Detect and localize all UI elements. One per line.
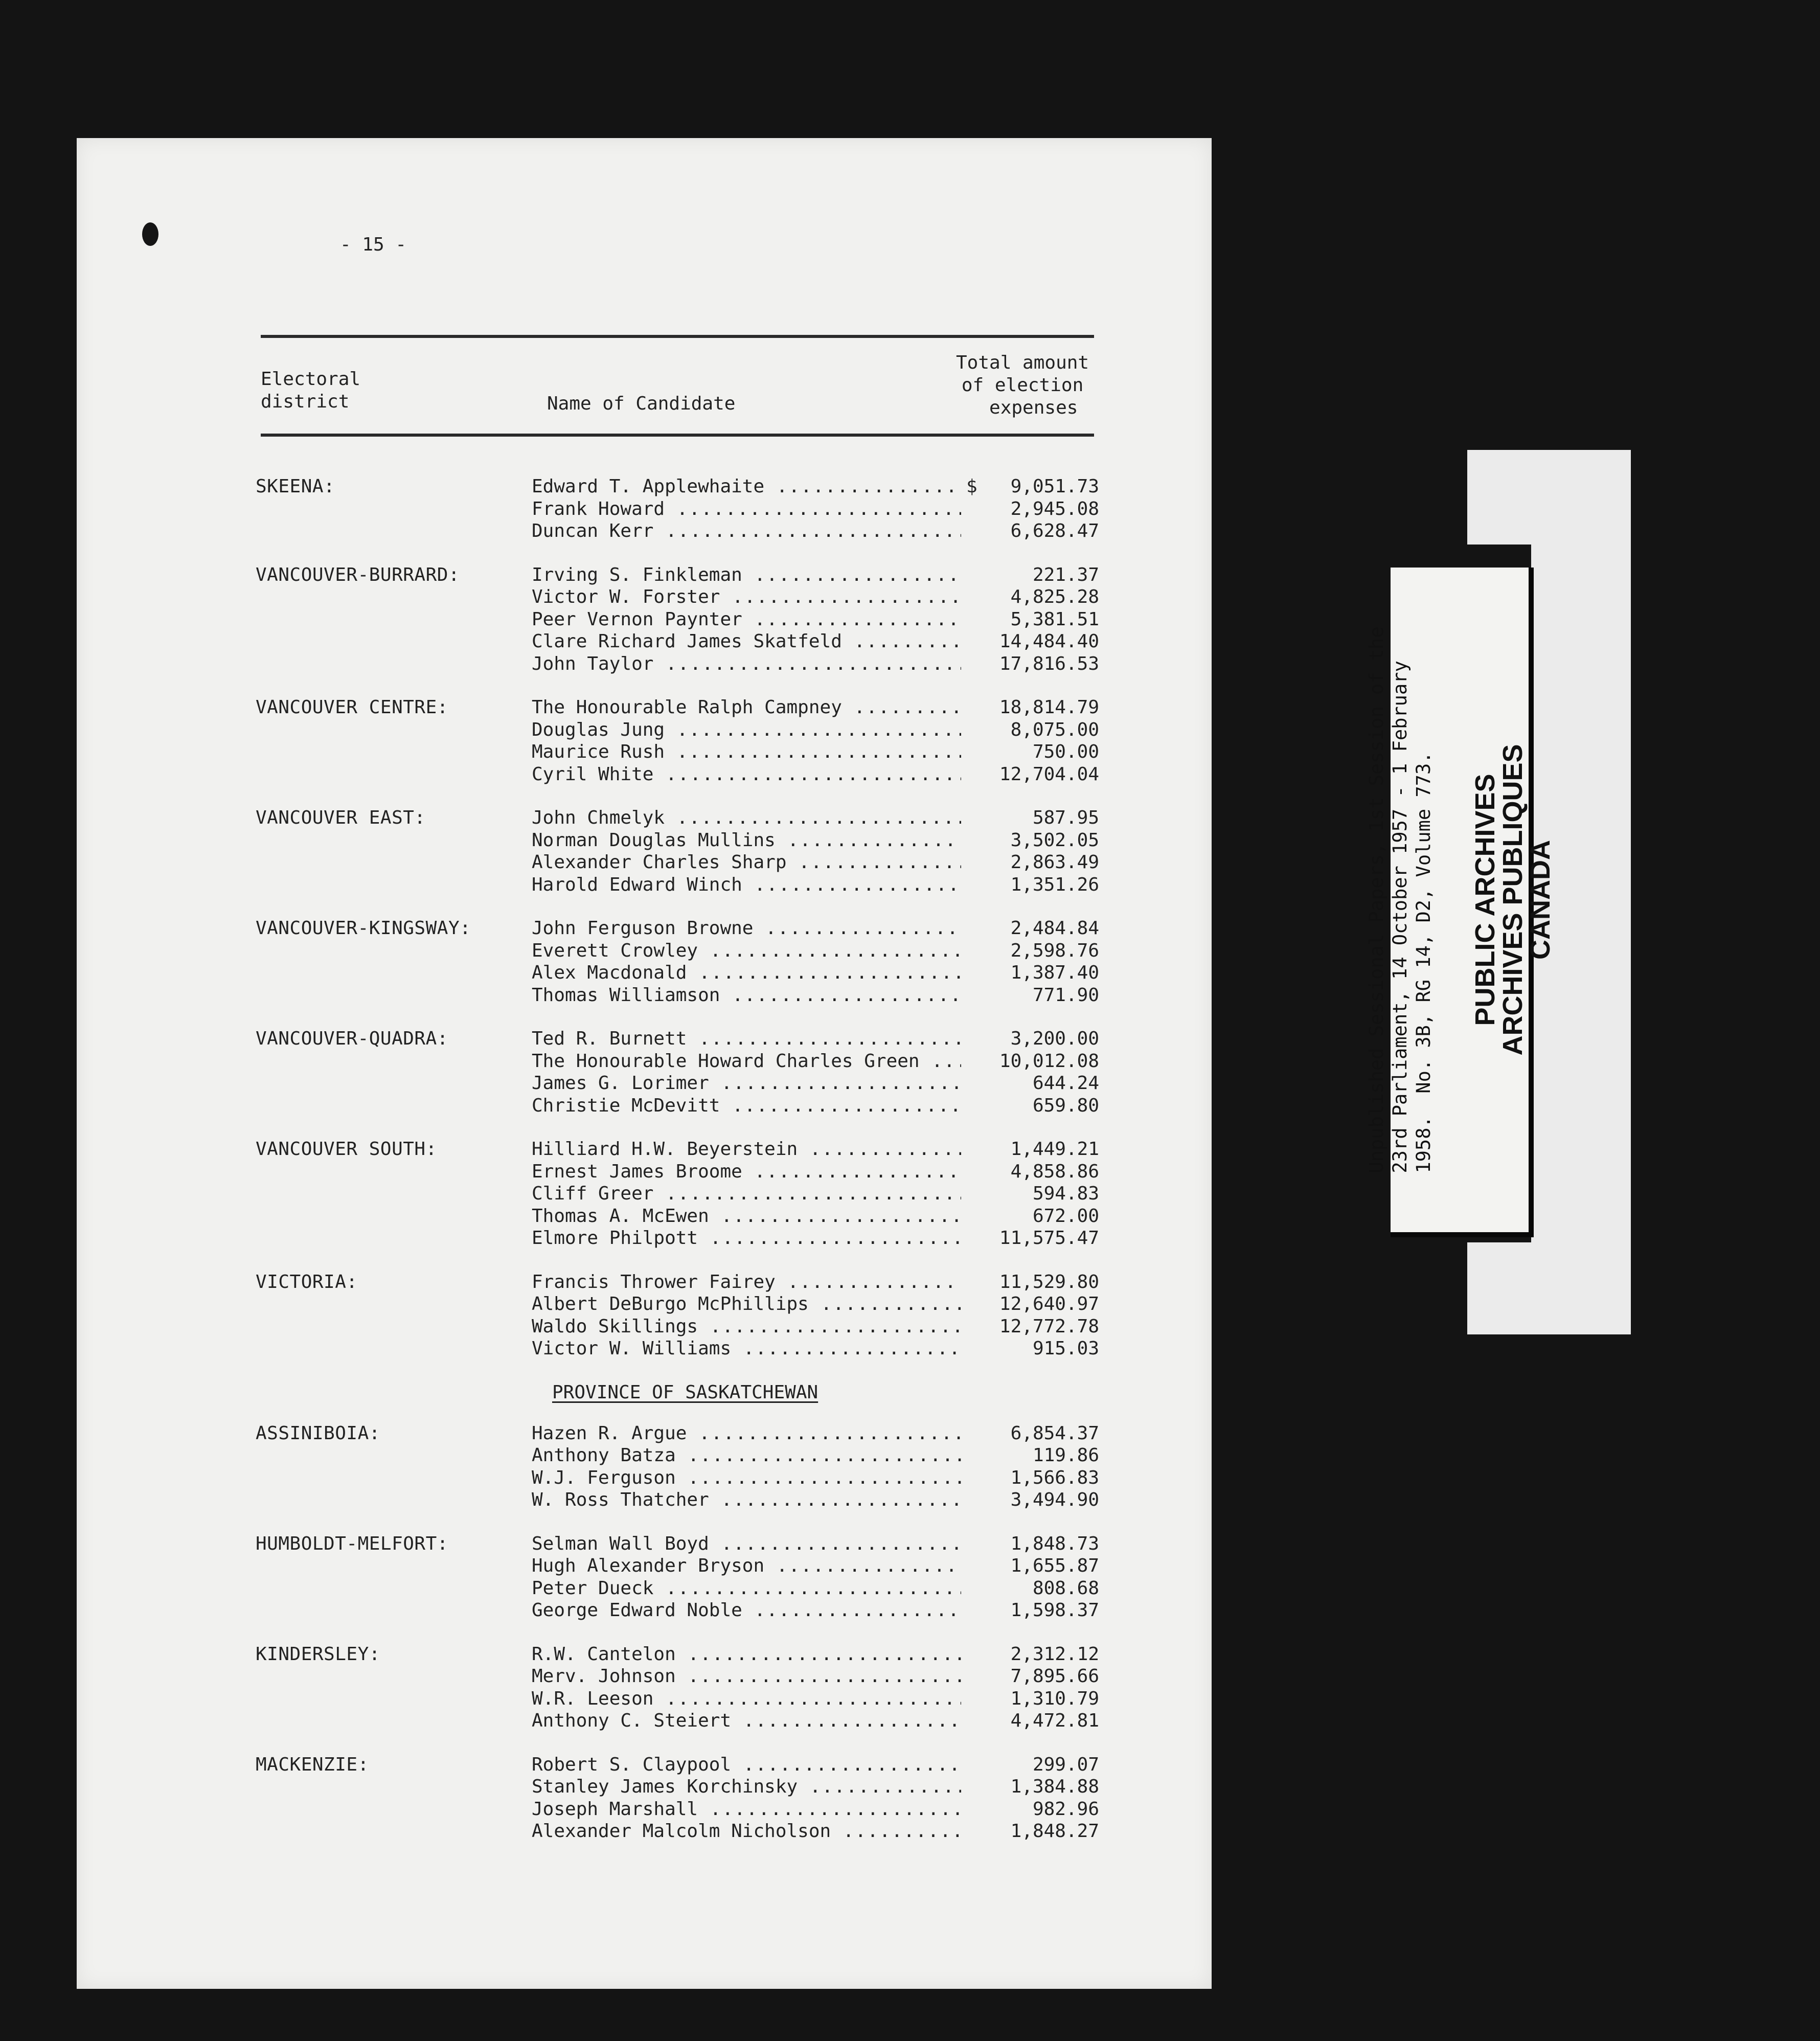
district-group xyxy=(256,1028,1099,1117)
candidate-row xyxy=(532,1316,1099,1338)
district-group xyxy=(256,1138,1099,1250)
candidate-name: John Ferguson Browne ..... xyxy=(532,917,961,940)
candidate-name: Robert S. Claypool ..... xyxy=(532,1754,961,1776)
expense-amount: 1,449.21 xyxy=(1010,1139,1099,1160)
expense-amount: 221.37 xyxy=(1032,564,1099,585)
candidate-name: Edward T. Applewhaite ..... xyxy=(532,475,961,498)
expense-amount: 1,566.83 xyxy=(1010,1467,1099,1488)
candidate-row xyxy=(532,1776,1099,1798)
district-name: VICTORIA: xyxy=(256,1271,358,1292)
candidate-name: Norman Douglas Mullins ..... xyxy=(532,829,961,852)
expense-amount: 4,472.81 xyxy=(1010,1710,1099,1731)
candidate-name: W.J. Ferguson ..... xyxy=(532,1467,961,1489)
candidate-name: Thomas A. McEwen ..... xyxy=(532,1205,961,1228)
candidate-name: Christie McDevitt ..... xyxy=(532,1095,961,1117)
document-page xyxy=(77,138,1212,1989)
candidate-name: Hugh Alexander Bryson ..... xyxy=(532,1555,961,1577)
candidate-name: W.R. Leeson ..... xyxy=(532,1688,961,1710)
candidate-row xyxy=(532,1643,1099,1666)
expense-amount: 299.07 xyxy=(1032,1754,1099,1775)
district-group xyxy=(256,1422,1099,1511)
district-name: VANCOUVER-KINGSWAY: xyxy=(256,918,471,939)
candidate-name: Harold Edward Winch ..... xyxy=(532,874,961,896)
district-name: VANCOUVER EAST: xyxy=(256,807,426,828)
candidate-row xyxy=(532,1754,1099,1776)
candidate-row xyxy=(532,1665,1099,1688)
candidate-name: W. Ross Thatcher ..... xyxy=(532,1489,961,1511)
archive-label xyxy=(1366,568,1556,1237)
candidate-name: Waldo Skillings ..... xyxy=(532,1316,961,1338)
expense-amount: 644.24 xyxy=(1032,1073,1099,1094)
page-number: - 15 - xyxy=(339,234,407,255)
candidate-row xyxy=(532,653,1099,675)
candidate-row xyxy=(532,1688,1099,1710)
candidate-row xyxy=(532,1072,1099,1095)
candidate-name: Alexander Malcolm Nicholson ..... xyxy=(532,1820,961,1843)
candidate-row xyxy=(532,1138,1099,1161)
district-name: VANCOUVER SOUTH: xyxy=(256,1139,437,1160)
expense-amount: 1,310.79 xyxy=(1010,1688,1099,1709)
candidate-name: Everett Crowley ..... xyxy=(532,940,961,962)
district-group xyxy=(256,917,1099,1006)
expense-amount: 2,945.08 xyxy=(1010,498,1099,519)
header-top-rule xyxy=(261,335,1094,338)
candidate-name: Victor W. Forster ..... xyxy=(532,586,961,608)
expense-amount: 3,494.90 xyxy=(1010,1489,1099,1510)
archive-citation: Unpublished Sessional Papers, 1st Session of the 23rd Parliament, 14 October 1957 - 1 February 1958. No. 3B, RG 14, D2, Volume 773. xyxy=(1366,626,1435,1173)
candidate-row xyxy=(532,564,1099,586)
district-group xyxy=(256,696,1099,785)
expense-amount: 14,484.40 xyxy=(999,631,1099,652)
district-name: ASSINIBOIA: xyxy=(256,1422,380,1444)
candidate-row xyxy=(532,1533,1099,1555)
expense-amount: 1,848.27 xyxy=(1010,1821,1099,1842)
candidate-name: Joseph Marshall ..... xyxy=(532,1798,961,1821)
district-group xyxy=(256,807,1099,896)
candidate-row xyxy=(532,1227,1099,1250)
candidate-row xyxy=(532,984,1099,1007)
candidate-row xyxy=(532,874,1099,896)
district-group xyxy=(256,475,1099,542)
expense-amount: 2,863.49 xyxy=(1010,852,1099,873)
candidate-row xyxy=(532,1293,1099,1316)
candidate-row xyxy=(532,1444,1099,1467)
candidate-row xyxy=(532,696,1099,719)
expense-amount: 3,200.00 xyxy=(1010,1028,1099,1049)
expenses-table xyxy=(256,475,1099,1864)
candidate-row xyxy=(532,829,1099,852)
candidate-name: Douglas Jung ..... xyxy=(532,719,961,741)
expense-amount: 594.83 xyxy=(1032,1183,1099,1204)
expense-amount: 659.80 xyxy=(1032,1095,1099,1116)
candidate-row xyxy=(532,1710,1099,1732)
candidate-row xyxy=(532,1798,1099,1821)
expense-amount: 1,384.88 xyxy=(1010,1776,1099,1797)
expense-amount: 12,640.97 xyxy=(999,1294,1099,1314)
district-group xyxy=(256,1271,1099,1360)
candidate-name: R.W. Cantelon ..... xyxy=(532,1643,961,1666)
candidate-name: The Honourable Ralph Campney ..... xyxy=(532,696,961,719)
district-group xyxy=(256,564,1099,675)
expense-amount: 10,012.08 xyxy=(999,1050,1099,1072)
candidate-row xyxy=(532,1050,1099,1073)
expense-amount: 18,814.79 xyxy=(999,697,1099,718)
candidate-row xyxy=(532,1028,1099,1050)
expense-amount: 915.03 xyxy=(1032,1338,1099,1359)
expense-amount: 8,075.00 xyxy=(1010,719,1099,740)
candidate-name: Albert DeBurgo McPhillips ..... xyxy=(532,1293,961,1316)
district-name: VANCOUVER-BURRARD: xyxy=(256,564,460,585)
candidate-name: Frank Howard ..... xyxy=(532,498,961,520)
candidate-row xyxy=(532,917,1099,940)
candidate-name: Maurice Rush ..... xyxy=(532,741,961,763)
candidate-name: Francis Thrower Fairey ..... xyxy=(532,1271,961,1294)
expense-amount: 7,895.66 xyxy=(1010,1666,1099,1687)
expense-amount: 4,825.28 xyxy=(1010,586,1099,607)
candidate-row xyxy=(532,763,1099,786)
candidate-row xyxy=(532,498,1099,520)
expense-amount: 2,598.76 xyxy=(1010,940,1099,961)
candidate-row xyxy=(532,807,1099,829)
expense-amount: 11,529.80 xyxy=(999,1271,1099,1292)
candidate-row xyxy=(532,1555,1099,1577)
district-group xyxy=(256,1754,1099,1843)
candidate-row xyxy=(532,851,1099,874)
expense-amount: 587.95 xyxy=(1032,807,1099,828)
candidate-row xyxy=(532,630,1099,653)
candidate-name: The Honourable Howard Charles Green ..... xyxy=(532,1050,961,1073)
candidate-name: Thomas Williamson ..... xyxy=(532,984,961,1007)
expense-amount: 4,858.86 xyxy=(1010,1161,1099,1182)
candidate-row xyxy=(532,940,1099,962)
expense-amount: 6,854.37 xyxy=(1010,1422,1099,1444)
candidate-name: Ernest James Broome ..... xyxy=(532,1161,961,1183)
candidate-name: Duncan Kerr ..... xyxy=(532,520,961,542)
candidate-name: Victor W. Williams ..... xyxy=(532,1337,961,1360)
candidate-row xyxy=(532,1489,1099,1511)
expense-amount: 2,484.84 xyxy=(1010,918,1099,939)
expense-amount: 3,502.05 xyxy=(1010,829,1099,851)
candidate-row xyxy=(532,1820,1099,1843)
candidate-name: James G. Lorimer ..... xyxy=(532,1072,961,1095)
expense-amount: 9,051.73 xyxy=(1010,476,1099,497)
candidate-row xyxy=(532,1271,1099,1294)
candidate-name: Stanley James Korchinsky ..... xyxy=(532,1776,961,1798)
header-total-amount: Total amount of election expenses xyxy=(956,352,1089,418)
district-group xyxy=(256,1643,1099,1732)
candidate-name: Cliff Greer ..... xyxy=(532,1183,961,1205)
candidate-name: Irving S. Finkleman ..... xyxy=(532,564,961,586)
district-name: MACKENZIE: xyxy=(256,1754,369,1775)
candidate-name: Hazen R. Argue ..... xyxy=(532,1422,961,1445)
district-group xyxy=(256,1533,1099,1622)
district-name: VANCOUVER-QUADRA: xyxy=(256,1028,448,1049)
expense-amount: 672.00 xyxy=(1032,1205,1099,1227)
candidate-name: Selman Wall Boyd ..... xyxy=(532,1533,961,1555)
district-name: SKEENA: xyxy=(256,476,335,497)
candidate-row xyxy=(532,608,1099,631)
candidate-row xyxy=(532,1599,1099,1622)
candidate-row xyxy=(532,1205,1099,1228)
expense-amount: 5,381.51 xyxy=(1010,608,1099,630)
expense-amount: 808.68 xyxy=(1032,1577,1099,1599)
candidate-row xyxy=(532,1422,1099,1445)
candidate-name: Elmore Philpott ..... xyxy=(532,1227,961,1250)
expense-amount: 1,351.26 xyxy=(1010,874,1099,895)
district-name: KINDERSLEY: xyxy=(256,1643,380,1665)
candidate-row xyxy=(532,1095,1099,1117)
district-name: VANCOUVER CENTRE: xyxy=(256,697,448,718)
expense-amount: 1,387.40 xyxy=(1010,962,1099,983)
candidate-name: Merv. Johnson ..... xyxy=(532,1665,961,1688)
candidate-name: Peter Dueck ..... xyxy=(532,1577,961,1600)
candidate-name: John Taylor ..... xyxy=(532,653,961,675)
candidate-row xyxy=(532,1337,1099,1360)
expense-amount: 12,704.04 xyxy=(999,763,1099,785)
header-bottom-rule xyxy=(261,434,1094,437)
candidate-row xyxy=(532,741,1099,763)
expense-amount: 1,598.37 xyxy=(1010,1600,1099,1621)
candidate-name: Anthony Batza ..... xyxy=(532,1444,961,1467)
expense-amount: 119.86 xyxy=(1032,1445,1099,1466)
header-name-of-candidate: Name of Candidate xyxy=(547,393,736,414)
expense-amount: 750.00 xyxy=(1032,741,1099,762)
archive-institution: PUBLIC ARCHIVES ARCHIVES PUBLIQUES CANADA xyxy=(1470,744,1556,1056)
candidate-row xyxy=(532,1577,1099,1600)
candidate-row xyxy=(532,1467,1099,1489)
candidate-name: Ted R. Burnett ..... xyxy=(532,1028,961,1050)
candidate-row xyxy=(532,1161,1099,1183)
candidate-name: John Chmelyk ..... xyxy=(532,807,961,829)
expense-amount: 1,655.87 xyxy=(1010,1555,1099,1576)
currency-symbol: $ xyxy=(966,476,977,497)
candidate-name: George Edward Noble ..... xyxy=(532,1599,961,1622)
candidate-row xyxy=(532,962,1099,984)
expense-amount: 2,312.12 xyxy=(1010,1643,1099,1665)
province-heading: PROVINCE OF SASKATCHEWAN xyxy=(552,1381,818,1403)
candidate-name: Peer Vernon Paynter ..... xyxy=(532,608,961,631)
candidate-row xyxy=(532,475,1099,498)
candidate-name: Anthony C. Steiert ..... xyxy=(532,1710,961,1732)
candidate-name: Cyril White ..... xyxy=(532,763,961,786)
expense-amount: 1,848.73 xyxy=(1010,1533,1099,1554)
candidate-row xyxy=(532,1183,1099,1205)
candidate-name: Hilliard H.W. Beyerstein ..... xyxy=(532,1138,961,1161)
candidate-row xyxy=(532,719,1099,741)
expense-amount: 6,628.47 xyxy=(1010,520,1099,541)
header-electoral-district: Electoral district xyxy=(261,369,361,412)
expense-amount: 17,816.53 xyxy=(999,653,1099,674)
candidate-name: Clare Richard James Skatfeld ..... xyxy=(532,630,961,653)
expense-amount: 11,575.47 xyxy=(999,1228,1099,1249)
expense-amount: 982.96 xyxy=(1032,1798,1099,1820)
expense-amount: 12,772.78 xyxy=(999,1316,1099,1337)
district-name: HUMBOLDT-MELFORT: xyxy=(256,1533,448,1554)
candidate-row xyxy=(532,520,1099,542)
expense-amount: 771.90 xyxy=(1032,984,1099,1006)
candidate-name: Alex Macdonald ..... xyxy=(532,962,961,984)
candidate-name: Alexander Charles Sharp ..... xyxy=(532,851,961,874)
candidate-row xyxy=(532,586,1099,608)
